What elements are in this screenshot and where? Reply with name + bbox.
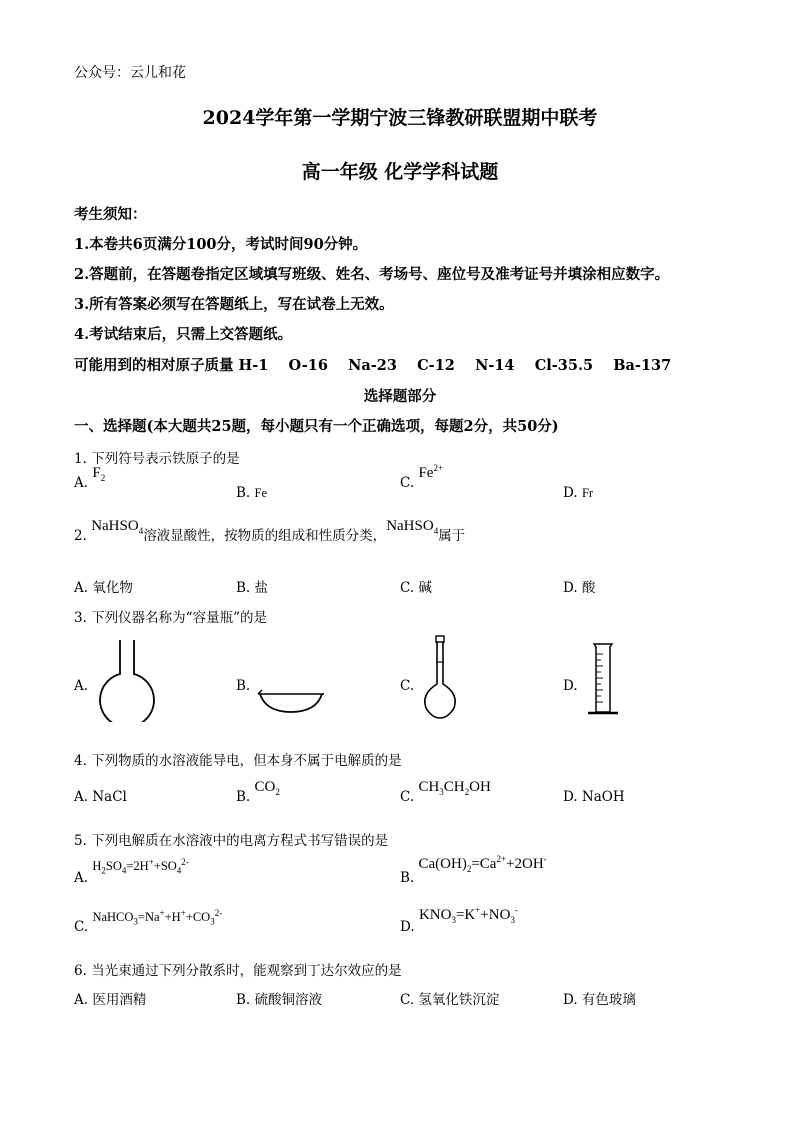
watermark: 公众号：云儿和花 (74, 65, 186, 81)
q2-option-b: B. 盐 (236, 580, 269, 596)
exam-title: 2024学年第一学期宁波三锋教研联盟期中联考 (202, 107, 598, 129)
question-5-stem: 5. 下列电解质在水溶液中的电离方程式书写错误的是 (74, 833, 389, 849)
notice-item-1: 1.本卷共6页满分100分，考试时间90分钟。 (74, 236, 368, 253)
question-3-stem: 3. 下列仪器名称为“容量瓶”的是 (74, 610, 267, 626)
notice-item-3: 3.所有答案必须写在答题纸上，写在试卷上无效。 (74, 296, 394, 313)
section-instruction: 一、选择题(本大题共25题，每小题只有一个正确选项，每题2分，共50分) (74, 418, 559, 435)
evaporating-dish-icon (256, 684, 326, 716)
q1-option-a: A. $F_2$ (74, 465, 106, 491)
section-title: 选择题部分 (363, 388, 437, 405)
q2-option-a: A. 氧化物 (74, 580, 133, 596)
round-bottom-flask-icon (92, 638, 162, 722)
q4-option-b: B. $CO_2$ (236, 779, 280, 805)
q5-option-b: B. $Ca(OH)_2=Ca^{2+}+2OH^-$ (400, 854, 547, 886)
q6-option-c: C. 氢氧化铁沉淀 (400, 992, 500, 1008)
graduated-cylinder-icon (584, 640, 624, 720)
q4-option-d: D. NaOH (563, 789, 625, 805)
volumetric-flask-icon (418, 634, 464, 720)
q3-option-d-label: D. (563, 678, 578, 694)
exam-subtitle: 高一年级 化学学科试题 (301, 161, 499, 183)
notice-item-2: 2.答题前，在答题卷指定区域填写班级、姓名、考场号、座位号及准考证号并填涂相应数字。 (74, 266, 670, 283)
q6-option-b: B. 硫酸铜溶液 (236, 992, 323, 1008)
notice-heading: 考生须知： (74, 206, 147, 223)
atomic-masses: 可能用到的相对原子质量 H-1 O-16 Na-23 C-12 N-14 Cl-35.5 Ba-137 (74, 357, 672, 374)
question-1-stem: 1. 下列符号表示铁原子的是 (74, 451, 240, 467)
q5-option-d: D. $KNO_3=K^++NO_3^-$ (400, 905, 518, 935)
q3-option-a-label: A. (74, 678, 89, 694)
question-6-stem: 6. 当光束通过下列分散系时，能观察到丁达尔效应的是 (74, 963, 402, 979)
question-4-stem: 4. 下列物质的水溶液能导电，但本身不属于电解质的是 (74, 753, 402, 769)
q2-option-d: D. 酸 (563, 580, 596, 596)
q5-option-a: A. $H_2SO_4=2H^++SO_4^{2-}$ (74, 856, 189, 886)
q4-option-c: C. $CH_3CH_2OH$ (400, 779, 491, 805)
q1-option-b: B. Fe (236, 485, 268, 501)
q4-option-a: A. NaCl (74, 789, 127, 805)
q6-option-a: A. 医用酒精 (74, 992, 147, 1008)
q6-option-d: D. 有色玻璃 (563, 992, 636, 1008)
q5-option-c: C. $NaHCO_3=Na^++H^++CO_3^{2-}$ (74, 907, 223, 935)
question-2-stem: 2. NaHSO$_4$溶液显酸性，按物质的组成和性质分类，NaHSO$_4$属于 (74, 518, 466, 544)
q1-option-d: D. Fr (563, 485, 594, 501)
q3-option-c-label: C. (400, 678, 415, 694)
q3-option-b-label: B. (236, 678, 251, 694)
q2-option-c: C. 碱 (400, 580, 432, 596)
q1-option-c: C. $Fe^{2+}$ (400, 463, 444, 491)
notice-item-4: 4.考试结束后，只需上交答题纸。 (74, 326, 293, 343)
